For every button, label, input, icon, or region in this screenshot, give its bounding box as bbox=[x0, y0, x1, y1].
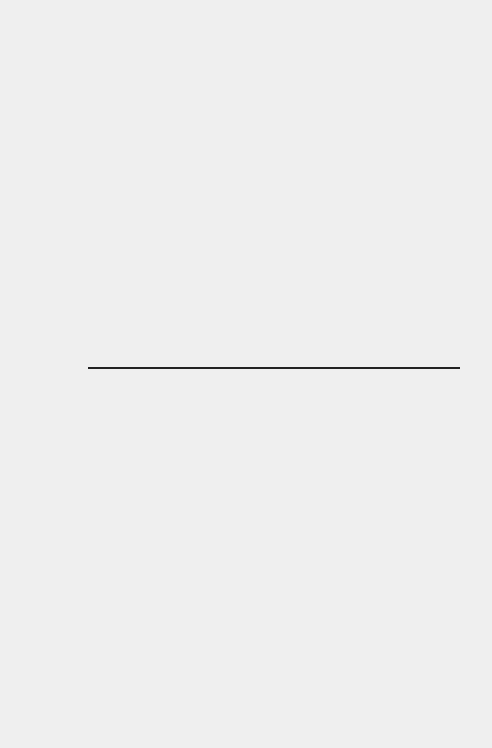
toc-top-half bbox=[80, 66, 460, 358]
toc-bottom-half bbox=[80, 380, 460, 680]
section-divider bbox=[88, 367, 460, 369]
